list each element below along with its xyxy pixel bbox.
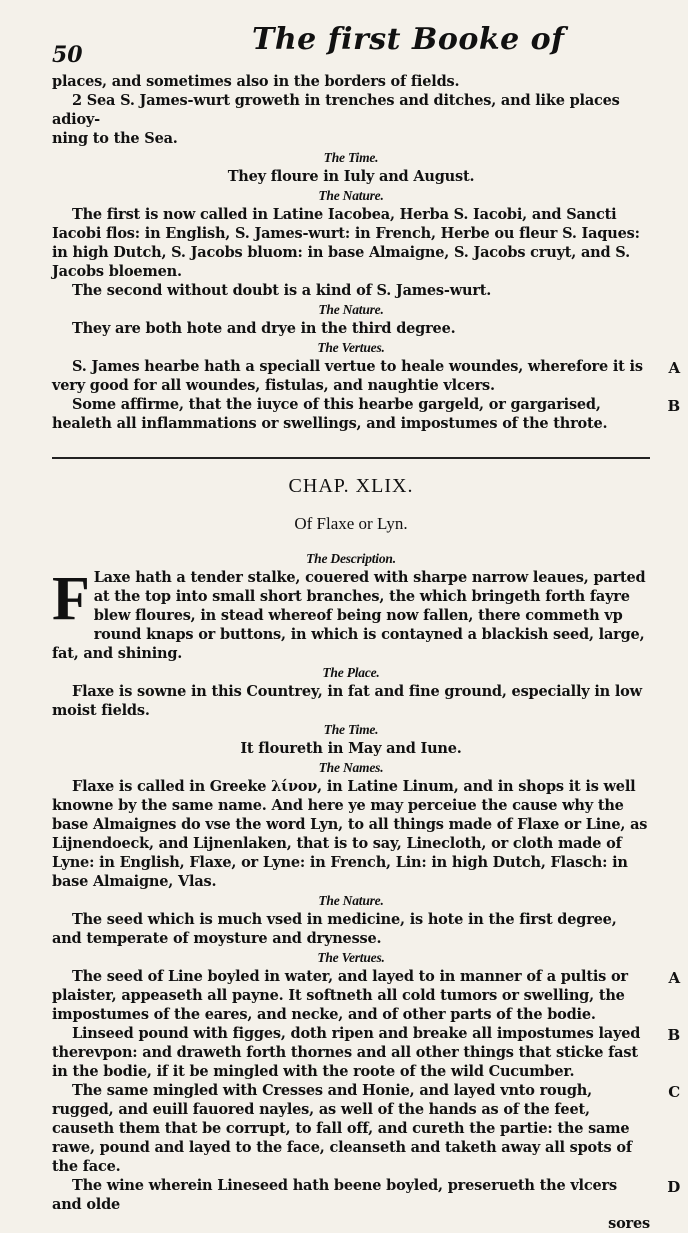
nature-text: They are both hote and drye in the third degree. — [72, 320, 456, 337]
running-head: The first Booke of — [252, 22, 565, 57]
vertues-paragraph: Some affirme, that the iuyce of this hearbe gargeld, or gargarised, healeth all inflammations or swellings, and impostumes of the throte. — [52, 396, 608, 432]
description-text: Laxe hath a tender stalke, couered with sharpe narrow leaues, parted at the top into small short branches, the which bringeth forth fayre blew floures, in stead whereof being now fallen, there commeth vp round knaps or buttons, in which is contayned a blackish seed, large, fat, and shining. — [52, 569, 646, 662]
section-heading-vertues: The Vertues. — [317, 340, 385, 355]
time-text: They floure in Iuly and August. — [227, 168, 475, 185]
section-heading-nature: The Nature. — [318, 893, 384, 908]
chapter-body — [52, 550, 680, 1233]
page-number: 50 — [52, 42, 83, 68]
chapter-title: Of Flaxe or Lyn. — [294, 514, 408, 533]
margin-letter: D — [667, 1178, 680, 1196]
margin-letter: A — [668, 359, 680, 377]
place-text: Flaxe is sowne in this Countrey, in fat and fine ground, especially in low moist fields. — [52, 683, 642, 719]
section-divider — [52, 457, 650, 459]
section-heading-nature: The Nature. — [318, 188, 384, 203]
section-heading-names: The Names. — [318, 760, 384, 775]
vertues-paragraph: The same mingled with Cresses and Honie, and layed vnto rough, rugged, and euill fauored nayles, as well of the hands as of the feet, causeth them that be corrupt, to fall off, and cureth the partie: the same rawe, pound and layed to the face, cleanseth and taketh away all spots of the face. — [52, 1082, 632, 1175]
margin-letter: B — [667, 1026, 680, 1044]
vertues-paragraph: The seed of Line boyled in water, and layed to in manner of a pultis or plaister, appeaseth all payne. It softneth all cold tumors or swelling, the impostumes of the eares, and necke, and of other parts of the bodie. — [52, 968, 628, 1023]
page-header — [52, 0, 650, 72]
margin-letter: C — [668, 1083, 680, 1101]
section-heading-time: The Time. — [323, 150, 379, 165]
section-heading-vertues: The Vertues. — [317, 950, 385, 965]
nature-text: The seed which is much vsed in medicine, is hote in the first degree, and temperate of moysture and drynesse. — [52, 911, 617, 947]
previous-chapter-continuation — [52, 72, 680, 433]
section-heading-description: The Description. — [306, 551, 396, 566]
description-block — [52, 565, 650, 663]
catchword: sores — [608, 1215, 650, 1232]
vertues-paragraph: Linseed pound with figges, doth ripen and breake all impostumes layed therevpon: and draweth forth thornes and all other things that sticke fast in the bodie, if it be mingled with the roote of the wild Cucumber. — [52, 1025, 641, 1080]
text-line: 2 Sea S. James-wurt groweth in trenches and ditches, and like places adioy- — [52, 92, 620, 128]
time-text: It floureth in May and Iune. — [240, 740, 462, 757]
section-heading-time: The Time. — [323, 722, 379, 737]
text-line: places, and sometimes also in the borders of fields. — [52, 73, 460, 90]
names-paragraph: The second without doubt is a kind of S. James-wurt. — [72, 282, 492, 299]
drop-capital: F — [52, 565, 90, 633]
margin-letter: A — [668, 969, 680, 987]
section-heading-place: The Place. — [322, 665, 380, 680]
text-line: ning to the Sea. — [52, 130, 178, 147]
margin-letter: B — [667, 397, 680, 415]
vertues-paragraph: The wine wherein Lineseed hath beene boyled, preserueth the vlcers and olde — [52, 1177, 617, 1213]
vertues-paragraph: S. James hearbe hath a speciall vertue to heale woundes, wherefore it is very good for all woundes, fistulas, and naughtie vlcers. — [52, 358, 643, 394]
names-text: Flaxe is called in Greeke λίνον, in Latine Linum, and in shops it is well knowne by the same name. And here ye may perceiue the cause why the base Almaignes do vse the word Lyn, to all things made of Flaxe or Line, as Lijnendoeck, and Lijnenlaken, that is to say, Linecloth, or cloth made of Lyne: in English, Flaxe, or Lyne: in French, Lin: in high Dutch, Flasch: in base Almaigne, Vlas. — [52, 778, 648, 890]
chapter-number: CHAP. XLIX. — [288, 475, 414, 497]
section-heading-nature: The Nature. — [318, 302, 384, 317]
names-paragraph: The first is now called in Latine Iacobea, Herba S. Iacobi, and Sancti Iacobi flos: in English, S. James-wurt: in French, Herbe ou fleur S. Iaques: in high Dutch, S. Jacobs bluom: in base Almaigne, S. Jacobs cruyt, and S. Jacobs bloemen. — [52, 206, 640, 280]
